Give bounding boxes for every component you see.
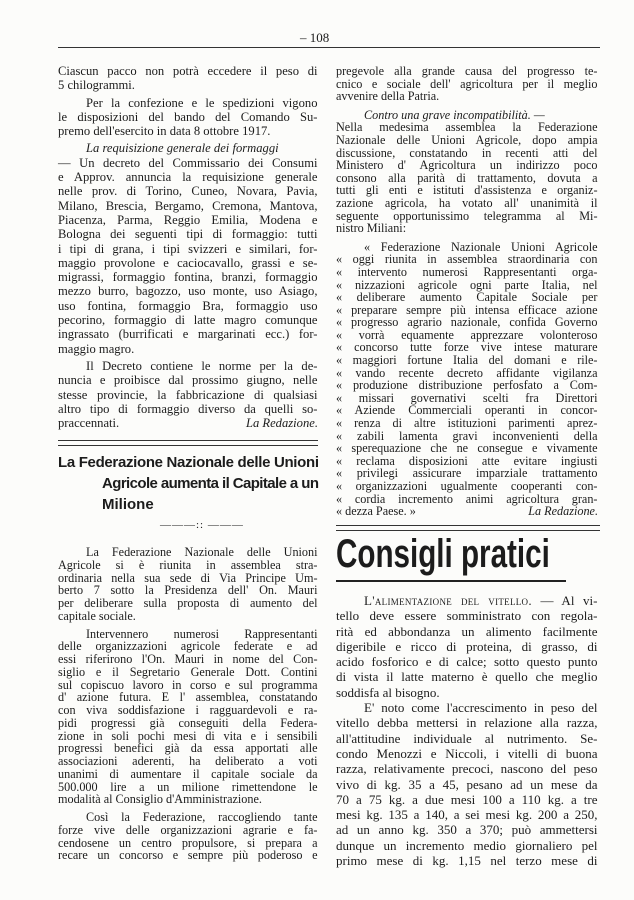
- paragraph: [336, 241, 598, 518]
- text-line: [58, 373, 318, 387]
- line-text: ordinaria nella sua sede di Via Principe Um-: [58, 570, 318, 585]
- right-column-top-text: [336, 65, 598, 518]
- text-line: [58, 213, 318, 227]
- line-text: Nella medesima assemblea la Federazione: [336, 120, 598, 135]
- line-text: zione in soli pochi mesi di vita e i sensibili: [58, 728, 318, 743]
- line-text: cendosene un centro propulsore, si prepara a: [58, 835, 318, 850]
- line-text: progressi benefici già da essa apportati alle: [58, 741, 318, 756]
- line-text: rità ed abbondanza un alimento facilmente: [336, 623, 598, 639]
- line-text: zazione agricola, ha votato all' unanimità il: [336, 195, 598, 210]
- line-text: ingrassato (burrificati e margarinati ecc.) for-: [58, 327, 318, 342]
- text-line: [336, 90, 598, 103]
- line-text: E' noto come l'accrescimento in peso del: [364, 700, 598, 716]
- paragraph-lead: Contro una grave incompatibilità. —: [364, 107, 545, 122]
- line-text: La Federazione Nazionale delle Unioni: [86, 545, 318, 559]
- line-text: Piacenza, Parma, Reggio Emilia, Modena e: [58, 212, 318, 227]
- consigli-pratici-text: [336, 593, 598, 868]
- text-line: [336, 777, 598, 792]
- text-line: [336, 685, 598, 700]
- line-text: per deliberare sulla proposta di aumento del: [58, 596, 318, 610]
- line-text: « maggiori fortune Italia del domani e rile-: [336, 353, 598, 368]
- line-text: Ciascun pacco non potrà eccedere il peso di: [58, 64, 318, 78]
- line-text: tello deve essere somministrato con regola-: [336, 608, 598, 624]
- line-text: i tipi di grana, i tipi svizzeri e similari, for-: [58, 241, 318, 256]
- line-text: Agricole si è riunita in assemblea stra-: [58, 557, 318, 572]
- line-text: capitale sociale.: [58, 608, 136, 623]
- paragraph: [336, 700, 598, 868]
- text-line: [58, 124, 318, 138]
- line-text: « preparare sempre più intensa efficace azione: [336, 302, 598, 317]
- line-text: 500.000 lire a un milione rimettendone le: [58, 779, 318, 794]
- line-text: e Approv. annuncia la requisizione generale: [58, 170, 318, 185]
- section-title: Consigli pratici: [336, 532, 550, 576]
- text-line: [58, 227, 318, 241]
- text-line: [58, 388, 318, 402]
- line-text: 70 a 75 kg. a due mesi 100 a 110 kg. a tre: [336, 791, 598, 807]
- text-line: [336, 639, 598, 654]
- line-text: stesse provincie, la fabbricazione di qualsiasi: [58, 387, 318, 402]
- paragraph: [336, 65, 598, 103]
- line-text: pidi progressi già conseguiti della Federa-: [58, 715, 318, 730]
- text-line: [336, 715, 598, 730]
- text-line: [58, 270, 318, 284]
- ornament-separator: ———:: ———: [160, 519, 244, 531]
- line-text: maggio provolone e caciocavallo, grassi e se-: [58, 255, 318, 270]
- text-line: [58, 402, 318, 416]
- line-text: essi riferirono l'On. Mauri in nome del Con-: [58, 652, 318, 666]
- line-text: con viva soddisfazione i ragguardevoli e ra-: [58, 703, 318, 717]
- line-text: razza, relativamente precoci, nascono del peso: [336, 761, 598, 777]
- line-text: vivo di kg. 35 a 45, pesano ad un mese da: [336, 776, 598, 792]
- text-line: [336, 505, 598, 518]
- text-line: [58, 416, 318, 430]
- signature: La Redazione.: [528, 504, 598, 519]
- line-text: « reclama disposizioni atte evitare ingiusti: [336, 453, 598, 468]
- line-text: « zabili lamenta gravi inconvenienti della: [336, 428, 598, 443]
- paragraph: [58, 628, 318, 807]
- header-rule: [58, 47, 600, 48]
- text-line: [336, 608, 598, 623]
- text-line: [58, 284, 318, 298]
- page-number: – 108: [300, 30, 330, 45]
- line-text: « sperequazione che ne consegue e vivamente: [336, 441, 598, 456]
- line-text: mezzo burro, bagozzo, uso monte, uso Asiago,: [58, 284, 318, 299]
- line-text: « nizzazioni agricole ogni parte Italia, nel: [336, 277, 598, 292]
- line-text: Bologna dei seguenti tipi di formaggio: tutti: [58, 227, 318, 242]
- line-text: all'attitudine individuale al nutrimento. Se-: [336, 730, 598, 746]
- line-text: maggio magro.: [58, 341, 135, 356]
- line-text: « vorrà equamente apprezzare volonteroso: [336, 327, 598, 342]
- paragraph: [336, 593, 598, 700]
- line-text: recare un concorso e sempre più poderoso e: [58, 848, 318, 863]
- line-text: « organizzazioni ugualmente cooperanti con-: [336, 479, 598, 493]
- paragraph-lead: La requisizione generale dei formaggi: [86, 141, 279, 156]
- line-text: modalità al Consiglio d'Amministrazione.: [58, 792, 262, 807]
- text-line: [58, 78, 318, 92]
- text-line: [58, 327, 318, 341]
- text-line: [58, 64, 318, 78]
- article-heading-line: Milione: [102, 496, 154, 513]
- left-column-top-text: [58, 64, 318, 430]
- text-line: [58, 299, 318, 313]
- line-text: delle organizzazioni agricole federate e ad: [58, 639, 318, 654]
- text-line: [58, 610, 318, 623]
- text-line: [58, 96, 318, 110]
- line-text: « dezza Paese. »: [336, 504, 416, 519]
- line-text: Per la confezione e le spedizioni vigono: [86, 95, 318, 110]
- line-text: pecorino, formaggio di latte magro comunque: [58, 313, 318, 328]
- line-text: Ministero d' Agricoltura un indirizzo poco: [336, 158, 598, 173]
- text-line: [58, 184, 318, 198]
- paragraph: [58, 811, 318, 862]
- line-text: associazioni aderenti, ha deliberato a voti: [58, 754, 318, 768]
- line-text: Intervennero numerosi Rappresentanti: [86, 626, 318, 641]
- line-text: « produzione distribuzione perfosfato a Com-: [336, 378, 598, 393]
- text-line: [58, 156, 318, 170]
- line-text: condo Menozzi e Niccoli, i vitelli di buona: [336, 745, 598, 761]
- paragraph-lead: L'alimentazione del vitello.: [364, 593, 532, 608]
- section-divider: [336, 525, 600, 531]
- line-text: le disposizioni del bando del Comando Su-: [58, 109, 318, 124]
- article-heading-line: Agricole aumenta il Capitale a un: [102, 475, 319, 492]
- paragraph: [58, 546, 318, 623]
- text-line: [336, 853, 598, 868]
- line-text: avvenire della Patria.: [336, 89, 440, 104]
- line-text: « deliberare aumento Capitale Sociale per: [336, 290, 598, 305]
- line-text: nelle prov. di Torino, Cuneo, Novara, Pavia,: [58, 184, 318, 199]
- text-line: [58, 313, 318, 327]
- text-line: [336, 822, 598, 837]
- line-text: d' azione futura. E l' assemblea, constatando: [58, 690, 318, 705]
- line-text: acido fosforico e di calce; sotto questo punto: [336, 654, 598, 670]
- line-text: dunque un incremento medio giornaliero pel: [336, 837, 598, 853]
- line-text: « renza di altre istituzioni parimenti aprez-: [336, 416, 598, 431]
- line-text: cnico e sociale dell' agricoltura per il meglio: [336, 76, 598, 91]
- line-text: ad un anno kg. 350 a 370; può ammettersi: [336, 822, 598, 838]
- line-text: « Aziende Commerciali operanti in concor-: [336, 403, 598, 418]
- text-line: [58, 849, 318, 862]
- article-heading: [58, 452, 320, 515]
- line-text: premo dell'esercito in data 8 ottobre 1917.: [58, 124, 271, 139]
- text-line: [58, 342, 318, 356]
- line-text: migrassi, formaggio fontina, branzi, formaggio: [58, 270, 318, 285]
- text-line: [336, 792, 598, 807]
- text-line: [58, 110, 318, 124]
- text-line: [336, 669, 598, 684]
- line-text: uso fontina, formaggio Bra, formaggio uso: [58, 298, 318, 313]
- line-text: Milano, Brescia, Bergamo, Cremona, Mantova,: [58, 198, 318, 213]
- line-text: « missari governativi scelti fra Direttori: [336, 390, 598, 405]
- line-text: « Federazione Nazionale Unioni Agricole: [364, 239, 598, 254]
- line-text: vitello debba mettersi in relazione alla razza,: [336, 715, 598, 731]
- line-text: « cordia incremento animi agricoltura gran-: [336, 491, 598, 506]
- text-line: [336, 654, 598, 669]
- text-line: [336, 746, 598, 761]
- line-text: berto 7 sotto la Presidenza dell' On. Mauri: [58, 583, 318, 598]
- text-line: [336, 222, 598, 235]
- line-text: Il Decreto contiene le norme per la de-: [86, 358, 318, 373]
- line-text: « oggi riunita in assemblea straordinaria con: [336, 252, 598, 267]
- line-text: altro tipo di formaggio diverso da quelli so-: [58, 401, 318, 416]
- paragraph: [58, 64, 318, 93]
- line-text: « concorso tutte forze vive intese maturare: [336, 340, 598, 355]
- text-line: [58, 793, 318, 806]
- line-text: seguente opportunissimo telegramma al Mi-: [336, 208, 598, 223]
- line-text: « privilegi assicurare imparziale trattamento: [336, 466, 598, 481]
- line-text: unanimi di aumentare il capitale sociale da: [58, 766, 318, 781]
- line-text: digeribile e ricco di proteina, di grasso, di: [336, 638, 598, 654]
- text-line: [58, 359, 318, 373]
- lead-rest: — Al vi-: [531, 593, 598, 608]
- text-line: [58, 199, 318, 213]
- line-text: nuncia e proibisce dal prossimo giugno, nelle: [58, 373, 318, 388]
- line-text: « progresso agrario nazionale, confida Governo: [336, 315, 598, 330]
- text-line: [58, 242, 318, 256]
- text-line: [336, 593, 598, 608]
- line-text: forze vive delle organizzazioni agrarie e fa-: [58, 822, 318, 837]
- text-line: [336, 807, 598, 822]
- line-text: « intervento numerosi Rappresentanti orga-: [336, 264, 598, 279]
- line-text: — Un decreto del Commissario dei Consumi: [58, 155, 318, 170]
- line-text: pregevole alla grande causa del progresso te-: [336, 64, 598, 78]
- line-text: « vando recente decreto affidante vigilanza: [336, 365, 598, 380]
- line-text: di vista il latte materno è quello che meglio: [336, 669, 598, 685]
- paragraph: [336, 109, 598, 235]
- paragraph: [58, 141, 318, 355]
- line-text: Nazionale delle Unioni Agricole, dopo ampia: [336, 132, 598, 147]
- line-text: consono alla parità di trattamento, dovuta a: [336, 170, 598, 185]
- line-text: discussione, constatando in recenti atti del: [336, 145, 598, 160]
- article-heading-line: La Federazione Nazionale delle Unioni: [58, 454, 319, 471]
- text-line: [336, 761, 598, 776]
- section-title-underline: [336, 580, 566, 582]
- text-line: [336, 624, 598, 639]
- text-line: [336, 700, 598, 715]
- line-text: sul copiscuo lavoro in corso e sul programma: [58, 677, 318, 692]
- line-text: 5 chilogrammi.: [58, 78, 135, 93]
- text-line: [58, 170, 318, 184]
- text-line: [336, 731, 598, 746]
- line-text: mesi kg. 135 a 140, a sei mesi kg. 200 a 250,: [336, 807, 598, 823]
- paragraph: [58, 96, 318, 139]
- line-text: siglio e il Segretario Generale Dott. Contini: [58, 664, 318, 679]
- paragraph: [58, 359, 318, 430]
- line-text: tutti gli enti e istituti d'assistenza e organiz-: [336, 183, 598, 198]
- left-column-article-text: [58, 546, 318, 862]
- text-line: [336, 838, 598, 853]
- section-divider: [58, 440, 318, 446]
- line-text: soddisfa al bisogno.: [336, 684, 440, 700]
- signature: La Redazione.: [245, 416, 318, 431]
- line-text: Così la Federazione, raccogliendo tante: [86, 810, 318, 824]
- line-text: praccennati.: [58, 416, 120, 431]
- text-line: [58, 256, 318, 270]
- line-text: nistro Miliani:: [336, 221, 407, 236]
- line-text: primo mese di kg. 1,15 nel terzo mese di: [336, 853, 598, 869]
